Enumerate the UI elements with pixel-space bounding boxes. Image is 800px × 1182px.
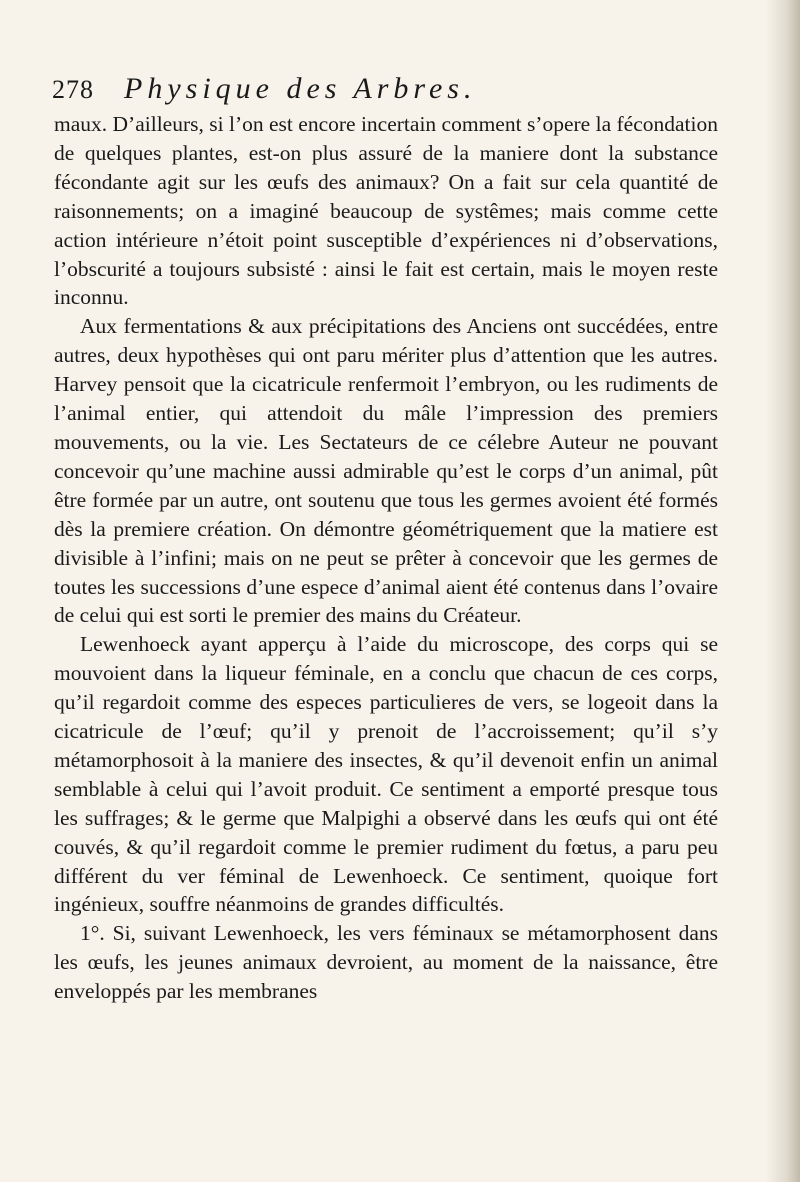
paragraph-continued: maux. D’ailleurs, si l’on est encore incertain comment s’opere la fécondation de quelques plantes, est-on plus assuré de la maniere dont la substance fécondante agit sur les œufs des animaux? On a fait sur cela quantité de raisonnements; on a imaginé beaucoup de systêmes; mais comme cette action intérieure n’étoit point susceptible d’expériences ni d’observations, l’obscurité a toujours subsisté : ainsi le fait est certain, mais le moyen reste inconnu.: [54, 112, 718, 310]
paragraph-lewenhoeck: Lewenhoeck ayant apperçu à l’aide du microscope, des corps qui se mouvoient dans la liqueur féminale, en a conclu que chacun de ces corps, qu’il regardoit comme des especes particulieres de vers, se logeoit dans la cicatricule de l’œuf; qu’il y prenoit de l’accroissement; qu’il s’y métamorphosoit à la maniere des insectes, & qu’il devenoit enfin un animal semblable à celui qui l’avoit produit. Ce sentiment a emporté presque tous les suffrages; & le germe que Malpighi a observé dans les œufs qui ont été couvés, & qu’il regardoit comme le premier rudiment du fœtus, a paru peu différent du ver féminal de Lewenhoeck. Ce sentiment, quoique fort ingénieux, souffre néanmoins de grandes difficultés.: [54, 632, 718, 917]
page-edge-shadow: [766, 0, 800, 1182]
running-head: [52, 72, 712, 112]
paragraph-harvey: Aux fermentations & aux précipitations des Anciens ont succédées, entre autres, deux hypothèses qui ont paru mériter plus d’attention que les autres. Harvey pensoit que la cicatricule renfermoit l’embryon, ou les rudiments de l’animal entier, qui attendoit du mâle l’impression des premiers mouvements, ou la vie. Les Sectateurs de ce célebre Auteur ne pouvant concevoir qu’une machine aussi admirable qu’est le corps d’un animal, pût être formée par un autre, ont soutenu que tous les germes avoient été formés dès la premiere création. On démontre géométriquement que la matiere est divisible à l’infini; mais on ne peut se prêter à concevoir que les germes de toutes les successions d’une espece d’animal aient été contenus dans l’ovaire de celui qui est sorti le premier des mains du Créateur.: [54, 314, 718, 628]
running-title: Physique des Arbres.: [124, 72, 477, 105]
paragraph-point-one: 1°. Si, suivant Lewenhoeck, les vers féminaux se métamorphosent dans les œufs, les jeunes animaux devroient, au moment de la naissance, être enveloppés par les membranes: [54, 921, 718, 1004]
body-text: [54, 110, 718, 1006]
page-number: 278: [52, 75, 94, 104]
